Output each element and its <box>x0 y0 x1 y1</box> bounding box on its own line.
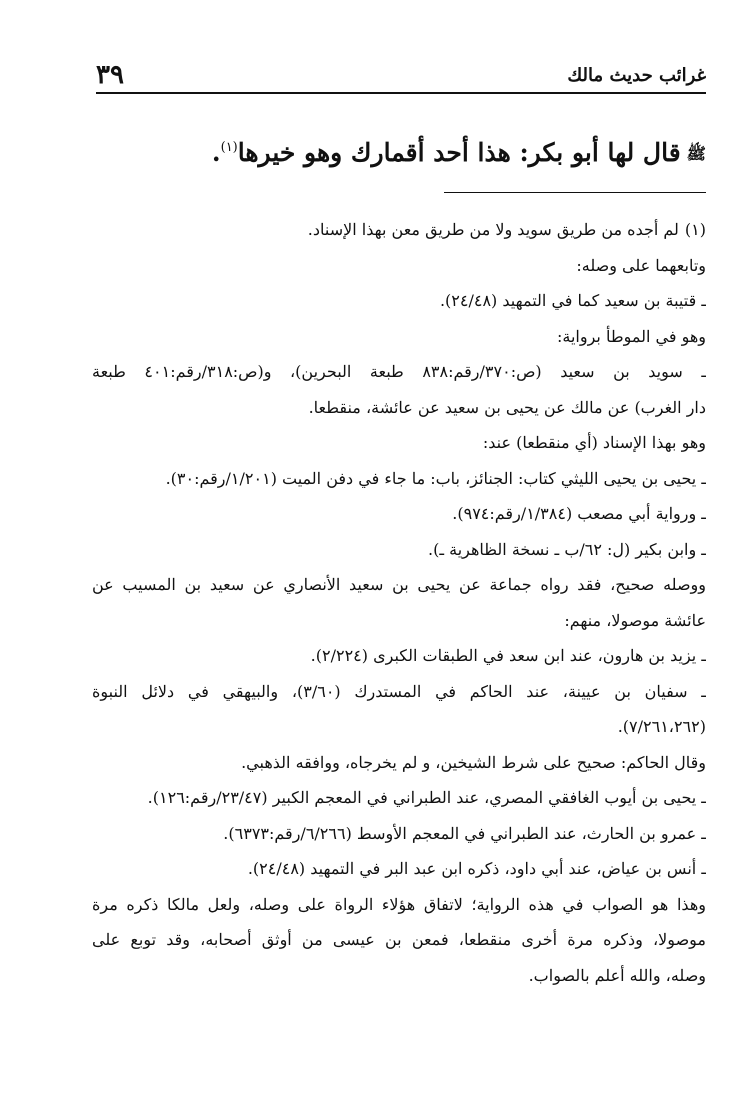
header-rule <box>96 92 706 94</box>
page-number: ٣٩ <box>96 60 124 90</box>
footnote-line: ـ قتيبة بن سعيد كما في التمهيد (٢٤/٤٨). <box>439 291 706 310</box>
footnote-line: ـ سفيان بن عيينة، عند الحاكم في المستدرك (٣/٦٠)، والبيهقي في دلائل النبوة <box>92 681 706 701</box>
footnote-line <box>92 212 706 248</box>
footnote-separator <box>444 192 706 193</box>
footnote-line: عائشة موصولا، منهم: <box>564 610 706 630</box>
footnote-marker: (١) <box>684 220 706 239</box>
footnote-line: ـ سويد بن سعيد (ص:٣٧٠/رقم:٨٣٨ طبعة البحرين)، و(ص:٣١٨/رقم:٤٠١ طبعة <box>92 362 706 381</box>
footnote-line-text: لم أجده من طريق سويد ولا من طريق معن بهذا الإسناد. <box>307 220 679 239</box>
footnote-line: ـ عمرو بن الحارث، عند الطبراني في المعجم الأوسط (٦/٢٦٦/رقم:٦٣٧٣). <box>223 823 706 843</box>
footnote-line: ـ يزيد بن هارون، عند ابن سعد في الطبقات الكبرى (٢/٢٢٤). <box>310 646 706 665</box>
footnote-line: وهو بهذا الإسناد (أي منقطعا) عند: <box>482 433 706 452</box>
footnote-line: ـ أنس بن عياض، عند أبي داود، ذكره ابن عبد البر في التمهيد (٢٤/٤٨). <box>247 859 706 878</box>
footnote-line: وقال الحاكم: صحيح على شرط الشيخين، و لم يخرجاه، ووافقه الذهبي. <box>241 752 706 772</box>
footnote-line: ووصله صحيح، فقد رواه جماعة عن يحيى بن سعيد الأنصاري عن سعيد بن المسيب عن <box>92 575 706 594</box>
footnote-line: وهو في الموطأ برواية: <box>557 326 706 346</box>
footnote-line: وهذا هو الصواب في هذه الرواية؛ لاتفاق هؤلاء الرواة على وصله، ولعل مالكا ذكره مرة <box>92 894 706 914</box>
footnote-line: ـ يحيى بن يحيى الليثي كتاب: الجنائز، باب: ما جاء في دفن الميت (١/٢٠١/رقم:٣٠). <box>165 468 706 488</box>
main-text-body: قال لها أبو بكر: هذا أحد أقمارك وهو خيرها <box>237 138 681 167</box>
footnote-line: ـ وابن بكير (ل: ٦٢/ب ـ نسخة الظاهرية ـ). <box>428 539 706 559</box>
footnote-line: وتابعهما على وصله: <box>576 255 706 275</box>
footnote-reference: (١) <box>220 140 238 155</box>
main-text-end: . <box>211 138 221 167</box>
running-title: غرائب حديث مالك <box>567 65 706 86</box>
footnote-line: (٧/٢٦١،٢٦٢). <box>617 717 706 736</box>
footnote-line: دار الغرب) عن مالك عن يحيى بن سعيد عن عائشة، منقطعا. <box>308 397 706 417</box>
footnote-line: ـ ورواية أبي مصعب (١/٣٨٤/رقم:٩٧٤). <box>452 504 706 523</box>
honorific-symbol: ﷺ <box>686 144 706 163</box>
footnote-line: وصله، والله أعلم بالصواب. <box>528 965 706 985</box>
footnote-line: موصولا، وذكره مرة أخرى منقطعا، فمعن بن عيسى من أوثق أصحابه، وقد توبع على <box>92 930 706 949</box>
footnote-line: ـ يحيى بن أيوب الغافقي المصري، عند الطبراني في المعجم الكبير (٢٣/٤٧/رقم:١٢٦). <box>147 788 706 807</box>
footnote-block <box>92 212 706 993</box>
main-hadith-text <box>96 128 706 174</box>
page-header <box>96 52 706 92</box>
